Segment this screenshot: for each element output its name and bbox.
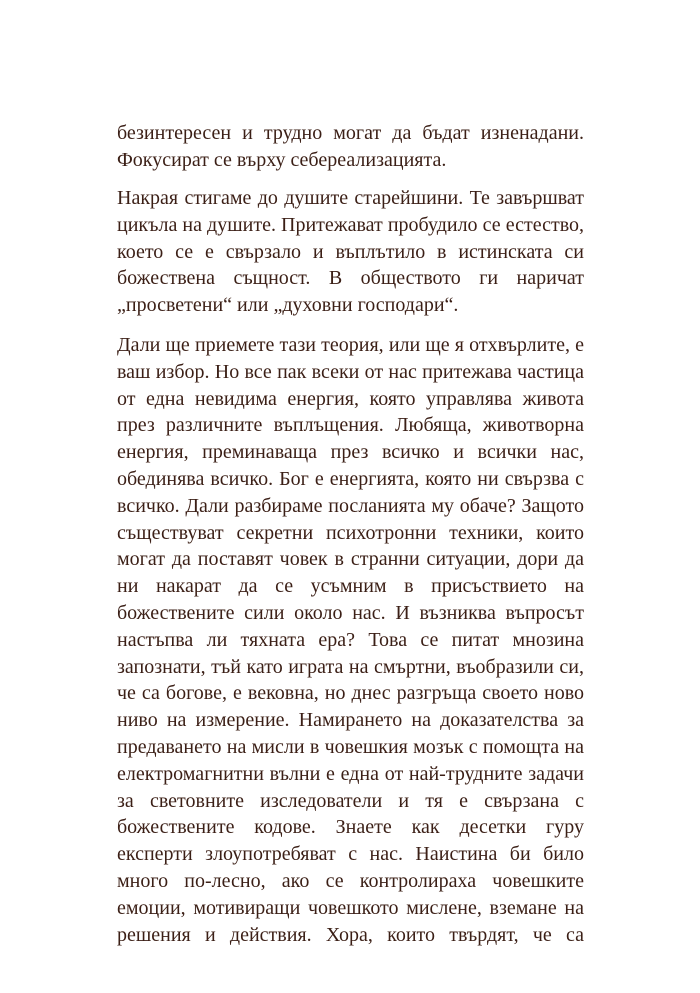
text-line: запознати, тъй като играта на смъртни, въобразили си,: [117, 655, 584, 678]
text-line: божествените кодове. Знаете как десетки гуру: [117, 816, 584, 839]
text-line: експерти злоупотребяват с нас. Наистина би било: [117, 843, 584, 866]
text-line: безинтересен и трудно могат да бъдат изненадани.: [117, 122, 584, 144]
text-line: ни накарат да се усъмним в присъствието на: [117, 575, 584, 598]
text-line: Накрая стигаме до душите старейшини. Те завършват: [117, 187, 584, 209]
text-line: „просветени“ или „духовни господари“.: [117, 294, 459, 317]
text-line: много по-лесно, ако се контролираха човешките: [117, 869, 584, 892]
text-line: че са богове, е вековна, но днес разгръща своето ново: [117, 682, 584, 705]
text-line: от една невидима енергия, която управлява живота: [117, 387, 584, 410]
text-line: божествена същност. В обществото ги наричат: [117, 267, 584, 290]
paragraph-1: [117, 120, 584, 174]
paragraph-2: [117, 185, 584, 319]
text-line: за световните изследователи и тя е свързана с: [117, 789, 584, 812]
text-line: енергия, преминаваща през всичко и всички нас,: [117, 441, 584, 464]
text-line: обединява всичко. Бог е енергията, която ни свързва с: [117, 467, 584, 490]
text-line: цикъла на душите. Притежават пробудило се естество,: [117, 213, 584, 236]
text-line: през различните въплъщения. Любяща, животворна: [117, 414, 584, 437]
text-line: електромагнитни вълни е една от най-трудните задачи: [117, 762, 584, 785]
text-line: настъпва ли тяхната ера? Това се питат мнозина: [117, 628, 584, 651]
text-line: Дали ще приемете тази теория, или ще я отхвърлите, е: [117, 334, 584, 356]
text-line: ниво на измерение. Намирането на доказателства за: [117, 709, 584, 732]
text-line: решения и действия. Хора, които твърдят, че са: [117, 923, 584, 946]
text-line: божествените сили около нас. И възниква въпросът: [117, 601, 584, 624]
text-line: могат да поставят човек в странни ситуации, дори да: [117, 548, 584, 571]
text-line: емоции, мотивиращи човешкото мислене, вземане на: [117, 896, 584, 919]
paragraph-3: [117, 332, 584, 948]
text-line: съществуват секретни психотронни техники, които: [117, 521, 584, 544]
text-line: предаването на мисли в човешкия мозък с помощта на: [117, 735, 584, 758]
text-line: всичко. Дали разбираме посланията му обаче? Защото: [117, 494, 584, 517]
text-line: ваш избор. Но все пак всеки от нас притежава частица: [117, 360, 584, 383]
text-line: Фокусират се върху себереализацията.: [117, 148, 447, 171]
text-line: което се е свързало и въплътило в истинската си: [117, 240, 584, 263]
